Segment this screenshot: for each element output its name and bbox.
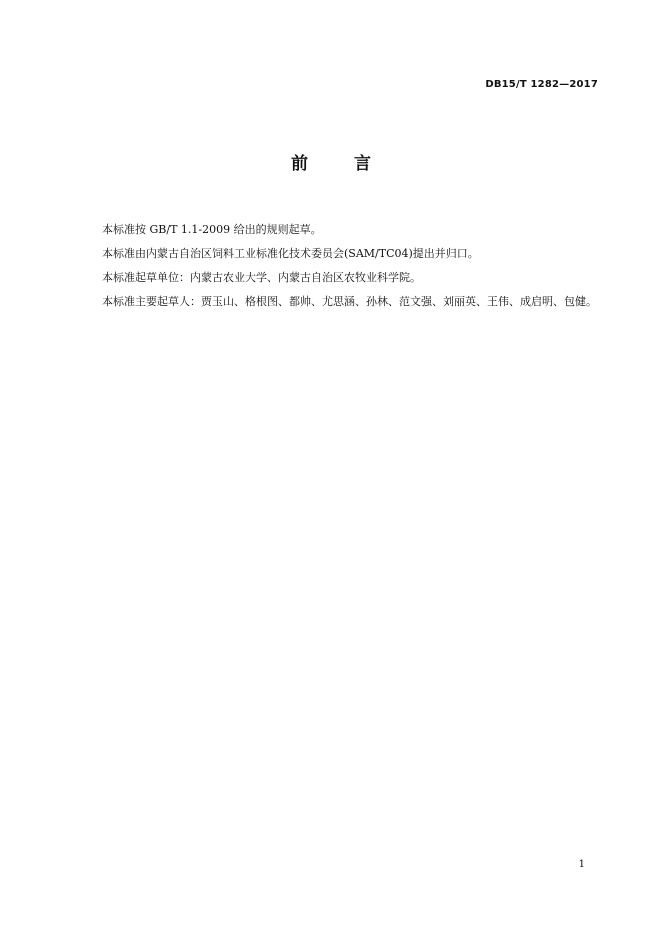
page-title [0, 149, 662, 174]
paragraph-drafters: 本标准主要起草人：贾玉山、格根图、都帅、尤思涵、孙林、范文强、刘丽英、王伟、成启明、包健。 [102, 295, 597, 308]
paragraph-drafting-units: 本标准起草单位：内蒙古农业大学、内蒙古自治区农牧业科学院。 [102, 271, 421, 284]
document-code: DB15/T 1282—2017 [485, 79, 598, 90]
foreword-body [80, 218, 600, 314]
title-char-1: 前 [291, 154, 308, 174]
page-number: 1 [578, 859, 585, 870]
paragraph-drafting-rules: 本标准按 GB/T 1.1-2009 给出的规则起草。 [102, 223, 322, 236]
title-char-2: 言 [354, 154, 371, 174]
paragraph-proposer: 本标准由内蒙古自治区饲料工业标准化技术委员会(SAM/TC04)提出并归口。 [102, 247, 479, 260]
